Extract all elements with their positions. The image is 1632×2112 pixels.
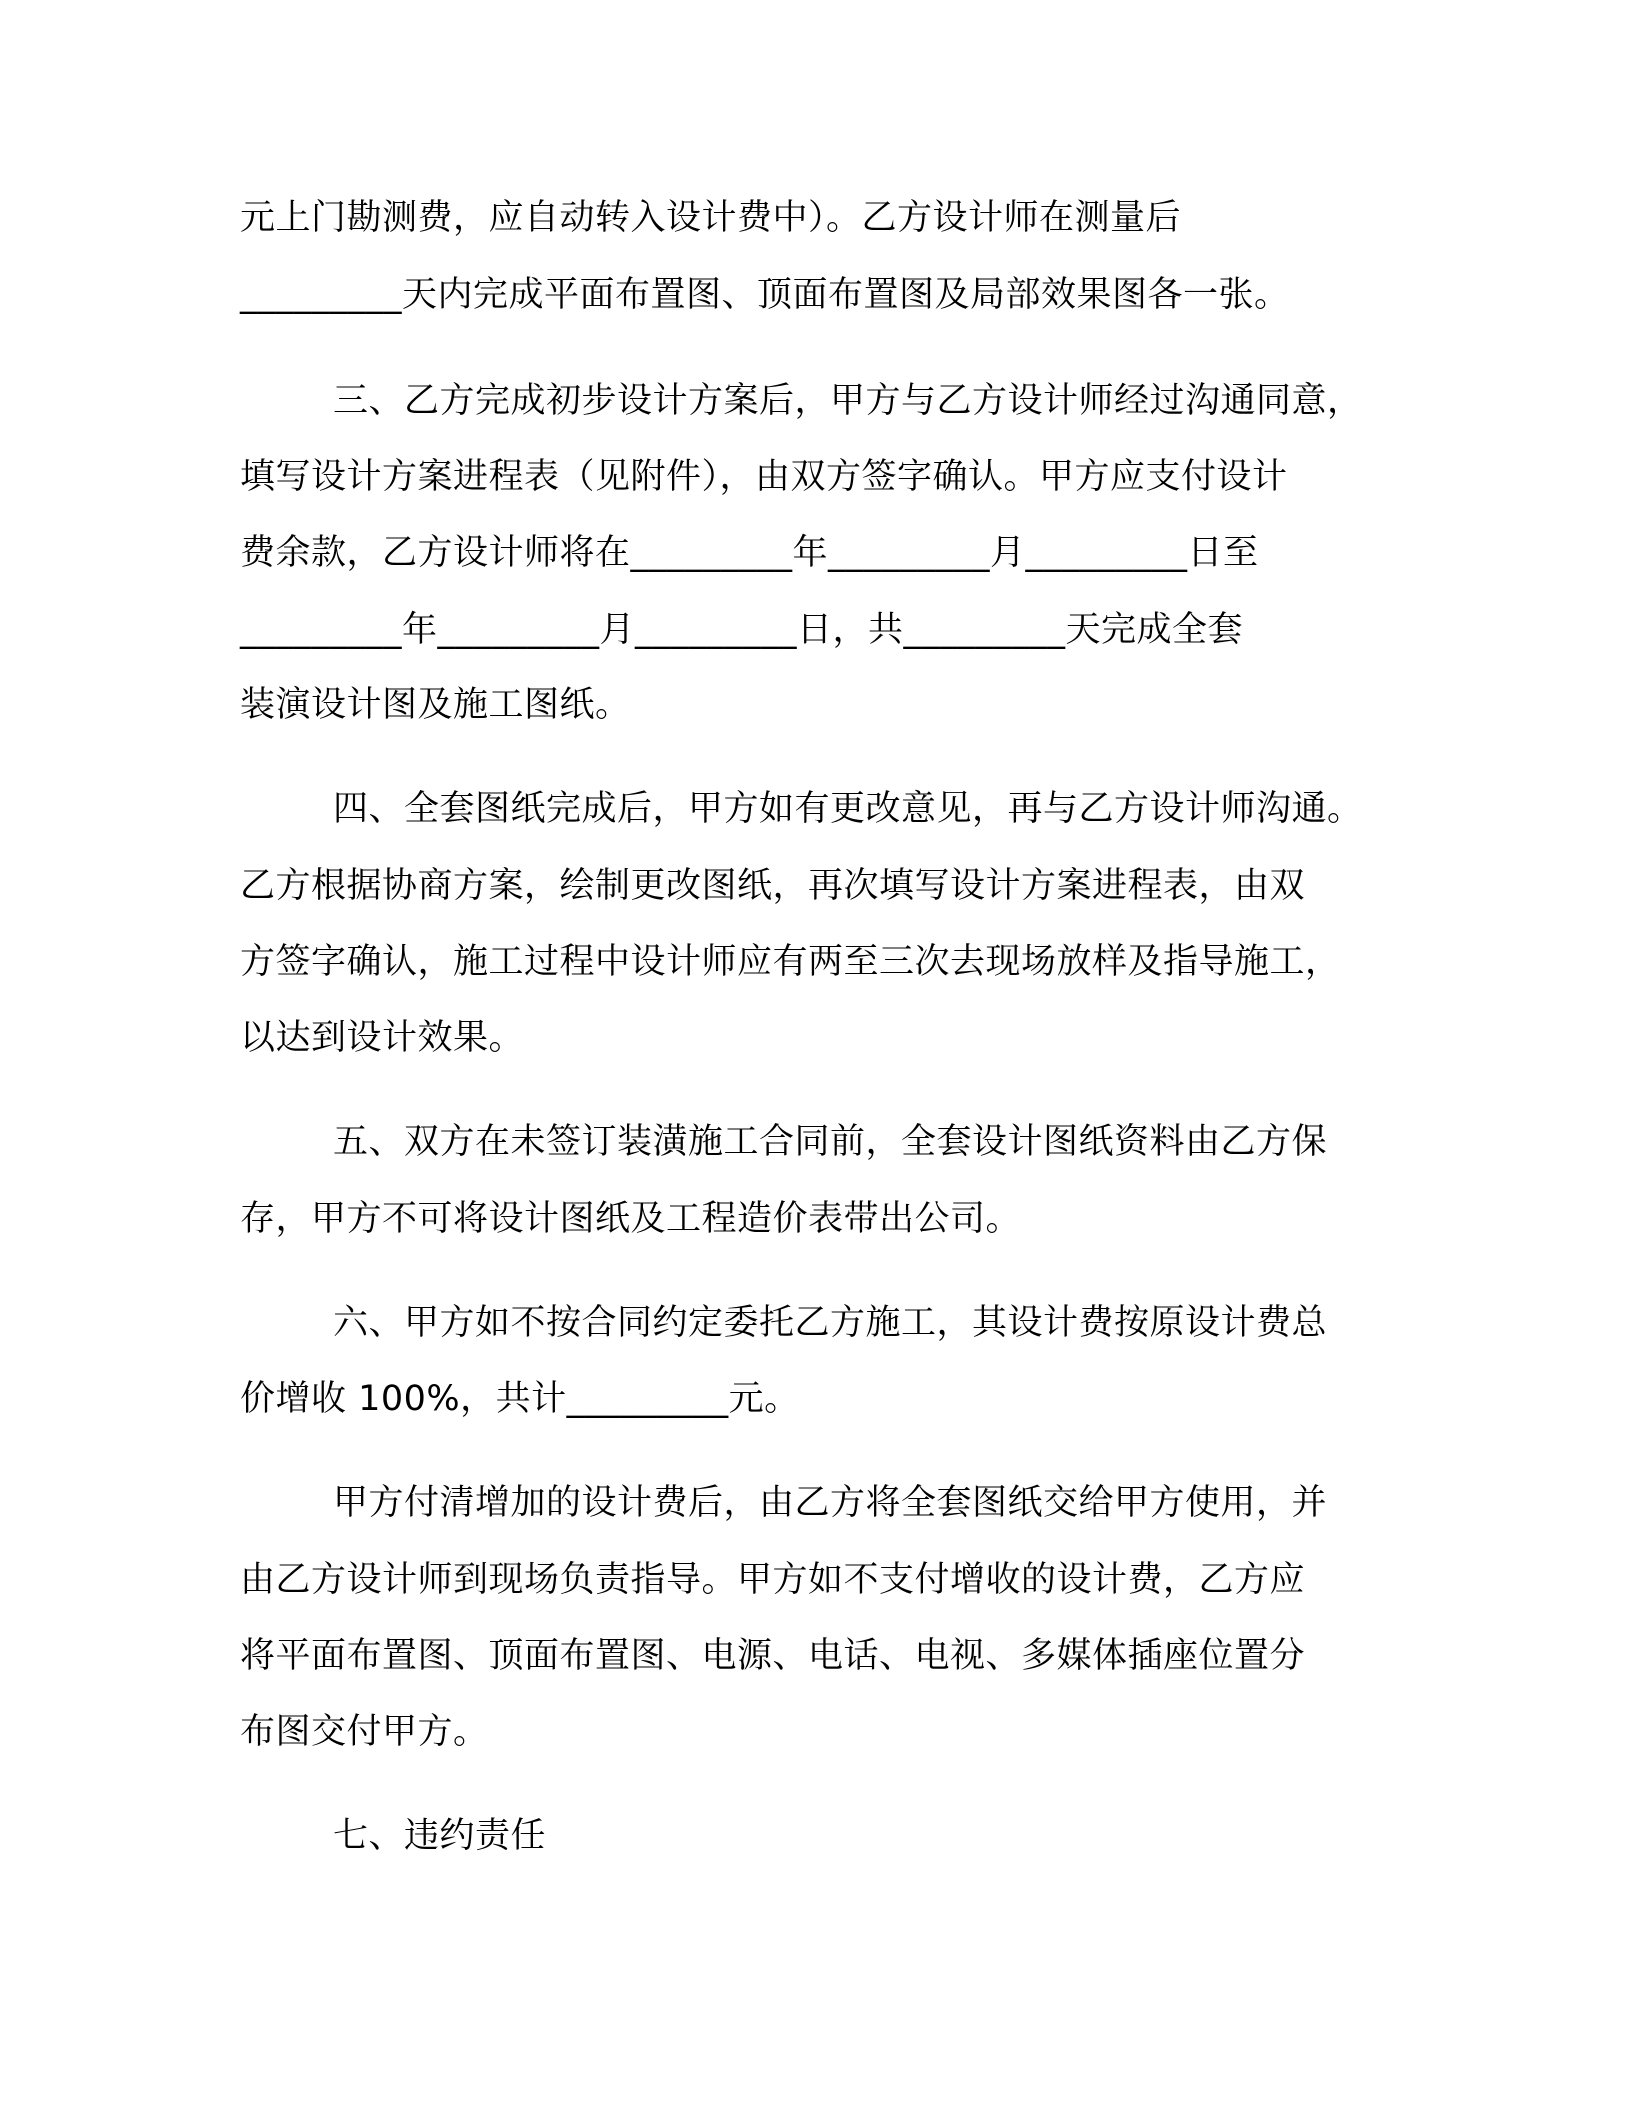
text-line: 费余款，乙方设计师将在_________年_________月_________日至	[240, 533, 1259, 573]
clause-6-heading-line: 六、甲方如不按合同约定委托乙方施工，其设计费按原设计费总	[333, 1303, 1328, 1343]
text-line: 由乙方设计师到现场负责指导。甲方如不支付增收的设计费，乙方应	[240, 1560, 1306, 1600]
text-line: _________天内完成平面布置图、顶面布置图及局部效果图各一张。	[240, 275, 1290, 315]
text-line: 元上门勘测费，应自动转入设计费中）。乙方设计师在测量后	[240, 198, 1182, 238]
clause-5-heading-line: 五、双方在未签订装潢施工合同前，全套设计图纸资料由乙方保	[333, 1122, 1328, 1162]
text-line: 将平面布置图、顶面布置图、电源、电话、电视、多媒体插座位置分	[240, 1636, 1306, 1676]
text-line: 布图交付甲方。	[240, 1712, 489, 1752]
clause-3-heading-line: 三、乙方完成初步设计方案后，甲方与乙方设计师经过沟通同意，	[333, 381, 1363, 421]
text-line: 乙方根据协商方案，绘制更改图纸，再次填写设计方案进程表，由双	[240, 866, 1306, 906]
clause-7-heading: 七、违约责任	[333, 1816, 547, 1856]
text-line: 填写设计方案进程表（见附件），由双方签字确认。甲方应支付设计	[240, 457, 1288, 497]
text-line: 装演设计图及施工图纸。	[240, 685, 631, 725]
text-line: 方签字确认，施工过程中设计师应有两至三次去现场放样及指导施工，	[240, 942, 1341, 982]
clause-4-heading-line: 四、全套图纸完成后，甲方如有更改意见，再与乙方设计师沟通。	[333, 789, 1363, 829]
text-line: 存，甲方不可将设计图纸及工程造价表带出公司。	[240, 1199, 1022, 1239]
text-line: _________年_________月_________日，共_________天完成全套	[240, 610, 1244, 650]
text-line: 价增收 100%，共计_________元。	[240, 1379, 800, 1419]
paragraph-start-line: 甲方付清增加的设计费后，由乙方将全套图纸交给甲方使用，并	[333, 1483, 1328, 1523]
text-line: 以达到设计效果。	[240, 1018, 525, 1058]
